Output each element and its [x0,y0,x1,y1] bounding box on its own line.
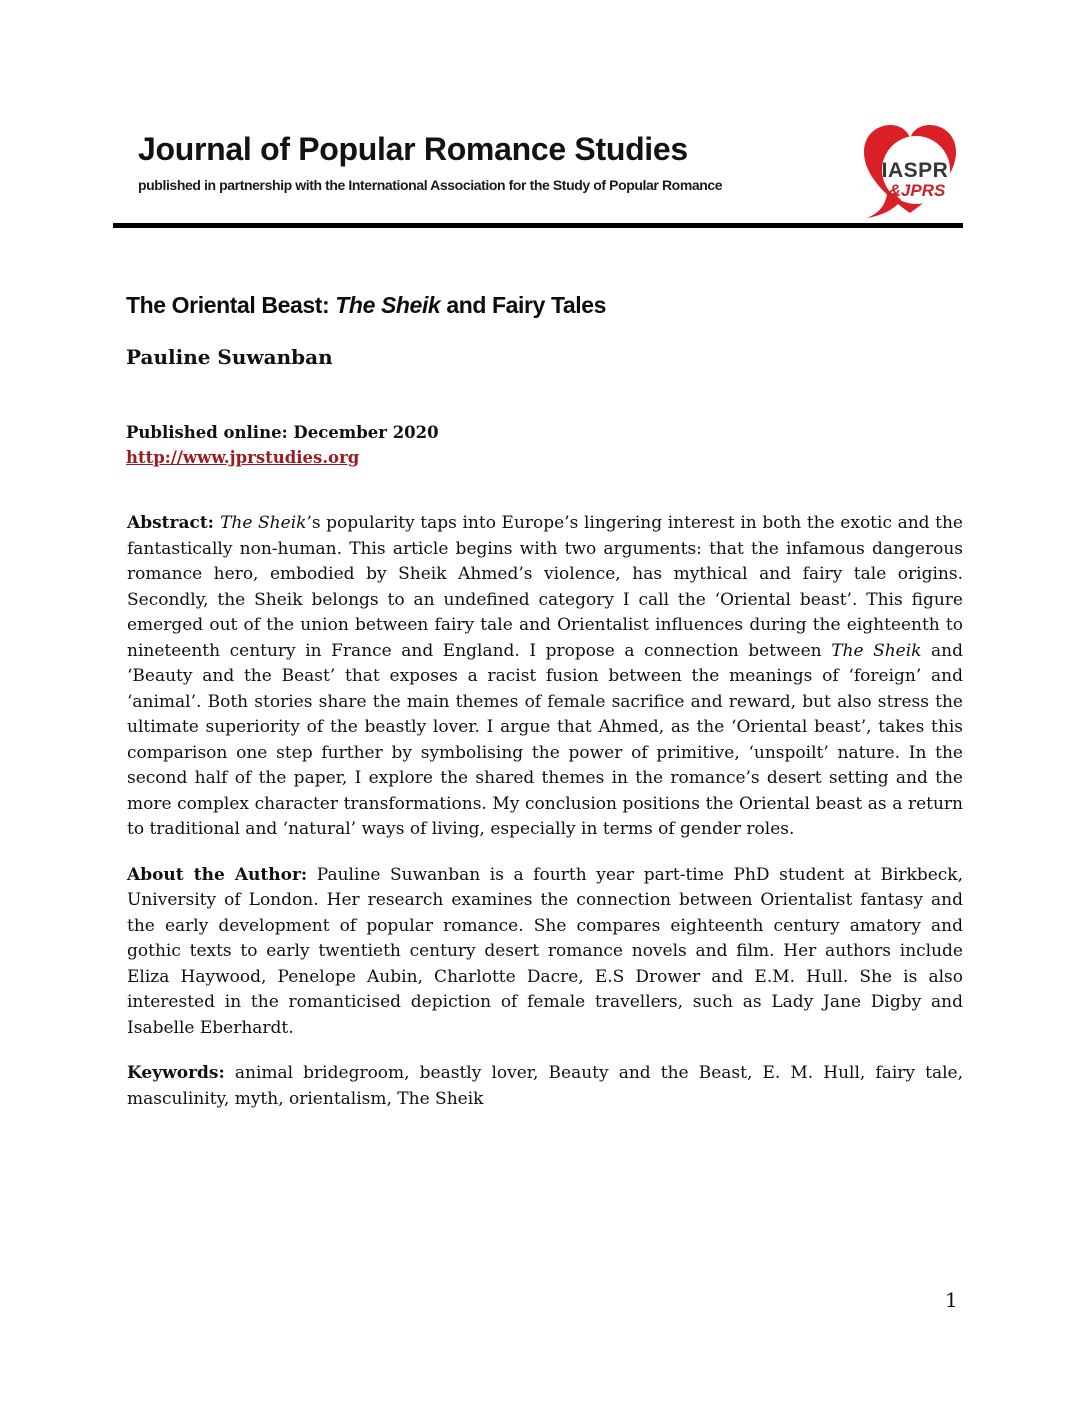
heart-icon [854,120,966,220]
abstract-section [127,511,963,843]
published-date: Published online: December 2020 [126,423,439,442]
about-author-label: About the Author: [127,864,308,885]
logo-text-jprs: &JPRS [888,181,946,200]
journal-url-link[interactable]: http://www.jprstudies.org [126,448,360,467]
journal-link-line [126,448,359,467]
keywords-section [127,1061,963,1112]
page-number: 1 [945,1288,958,1312]
abstract-text-2: and ‘Beauty and the Beast’ that exposes a racist fusion between the meanings of ‘foreign’ and ‘animal’. Both stories share the main themes of female sacrifice and reward, but also stress the ultimate superiority of the beastly lover. I argue that Ahmed, as the ‘Oriental beast’, takes this comparison one step further by symbolising the power of primitive, ‘unspoilt’ nature. In the second half of the paper, I explore the shared themes in the romance’s desert setting and the more complex character transformations. My conclusion positions the Oriental beast as a return to traditional and ‘natural’ ways of living, especially in terms of gender roles. [127,640,963,839]
journal-title: Journal of Popular Romance Studies [138,131,688,167]
abstract-label: Abstract: [127,513,221,533]
abstract-italic-2: The Sheik [831,640,922,661]
keywords-text: animal bridegroom, beastly lover, Beauty and the Beast, E. M. Hull, fairy tale, masculinity, myth, orientalism, The Sheik [127,1063,963,1109]
iaspr-logo [854,120,966,220]
about-author-text: Pauline Suwanban is a fourth year part-time PhD student at Birkbeck, University of London. Her research examines the connection between Orientalist fantasy and the early development of popular romance. She compares eighteenth century amatory and gothic texts to early twentieth century desert romance novels and film. Her authors include Eliza Haywood, Penelope Aubin, Charlotte Dacre, E.S Drower and E.M. Hull. She is also interested in the romanticised depiction of female travellers, such as Lady Jane Digby and Isabelle Eberhardt. [127,864,964,1038]
journal-subtitle: published in partnership with the International Association for the Study of Popular Romance [138,177,723,194]
article-title [126,292,966,319]
abstract-text-1: ’s popularity taps into Europe’s lingering interest in both the exotic and the fantastically non-human. This article begins with two arguments: that the infamous dangerous romance hero, embodied by Sheik Ahmed’s violence, has mythical and fairy tale origins. Secondly, the Sheik belongs to an undefined category I call the ‘Oriental beast’. This figure emerged out of the union between fairy tale and Orientalist influences during the eighteenth to nineteenth century in France and England. I propose a connection between [127,513,963,661]
header-divider [113,223,963,228]
abstract-italic-1: The Sheik [220,513,307,533]
article-title-part2: and Fairy Tales [440,292,607,318]
article-title-italic: The Sheik [335,292,441,318]
keywords-label: Keywords: [127,1063,225,1083]
author-name: Pauline Suwanban [126,345,333,369]
logo-text-iaspr: IASPR [881,159,949,182]
article-body [127,511,963,1112]
article-title-part1: The Oriental Beast: [126,292,336,318]
masthead [138,132,858,193]
about-author-section [127,863,963,1042]
